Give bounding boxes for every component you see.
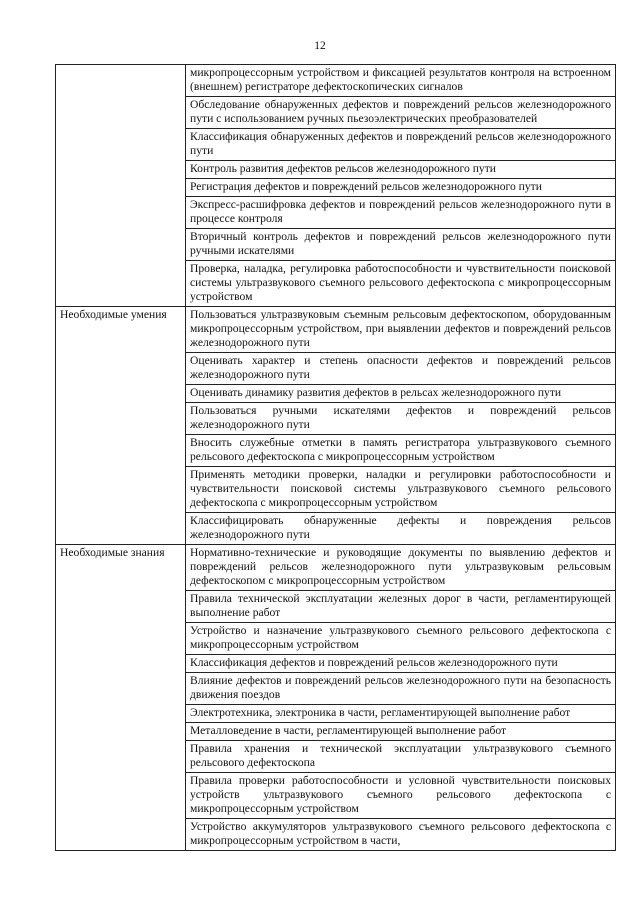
requirement-item: Правила технической эксплуатации железных дорог в части, регламентирующей выполнение работ [186,591,616,623]
requirement-item: Классификация дефектов и повреждений рельсов железнодорожного пути [186,655,616,673]
requirement-item: Устройство аккумуляторов ультразвукового съемного рельсового дефектоскопа с микропроцессорным устройством в части, [186,819,616,851]
requirement-item: Оценивать характер и степень опасности дефектов и повреждений рельсов железнодорожного пути [186,353,616,385]
requirement-item: Оценивать динамику развития дефектов в рельсах железнодорожного пути [186,385,616,403]
requirement-item: Влияние дефектов и повреждений рельсов железнодорожного пути на безопасность движения поездов [186,673,616,705]
requirements-table-body [56,65,616,851]
requirement-item: Правила хранения и технической эксплуатации ультразвукового съемного рельсового дефектоскопа [186,741,616,773]
requirement-item: Вторичный контроль дефектов и повреждений рельсов железнодорожного пути ручными искателями [186,229,616,261]
requirement-item: Классификация обнаруженных дефектов и повреждений рельсов железнодорожного пути [186,129,616,161]
requirement-item: Классифицировать обнаруженные дефекты и повреждения рельсов железнодорожного пути [186,513,616,545]
section-label: Необходимые знания [56,545,186,851]
requirement-item: Регистрация дефектов и повреждений рельсов железнодорожного пути [186,179,616,197]
section-label: Необходимые умения [56,307,186,545]
requirements-table [55,64,616,851]
requirement-item: Применять методики проверки, наладки и регулировки работоспособности и чувствительности поисковой системы ультразвукового съемного рельсового дефектоскопа с микропроцессорным устройством [186,467,616,513]
table-row [56,65,616,97]
requirement-item: Проверка, наладка, регулировка работоспособности и чувствительности поисковой системы ультразвукового съемного рельсового дефектоскопа с микропроцессорным устройством [186,261,616,307]
requirement-item: Контроль развития дефектов рельсов железнодорожного пути [186,161,616,179]
requirement-item: микропроцессорным устройством и фиксацией результатов контроля на встроенном (внешнем) регистраторе дефектоскопических сигналов [186,65,616,97]
requirement-item: Обследование обнаруженных дефектов и повреждений рельсов железнодорожного пути с использованием ручных пьезоэлектрических преобразователей [186,97,616,129]
page-number: 12 [314,40,326,52]
requirement-item: Нормативно-технические и руководящие документы по выявлению дефектов и повреждений рельсов железнодорожного пути ультразвуковым рельсовым дефектоскопом с микропроцессорным устройством [186,545,616,591]
requirement-item: Пользоваться ультразвуковым съемным рельсовым дефектоскопом, оборудованным микропроцессорным устройством, при выявлении дефектов и повреждений рельсов железнодорожного пути [186,307,616,353]
requirement-item: Вносить служебные отметки в память регистратора ультразвукового съемного рельсового дефектоскопа с микропроцессорным устройством [186,435,616,467]
table-row [56,307,616,353]
requirement-item: Устройство и назначение ультразвукового съемного рельсового дефектоскопа с микропроцессорным устройством [186,623,616,655]
table-row [56,545,616,591]
requirement-item: Экспресс-расшифровка дефектов и повреждений рельсов железнодорожного пути в процессе контроля [186,197,616,229]
requirement-item: Пользоваться ручными искателями дефектов и повреждений рельсов железнодорожного пути [186,403,616,435]
section-label [56,65,186,307]
requirement-item: Правила проверки работоспособности и условной чувствительности поисковых устройств ультразвукового съемного рельсового дефектоскопа с микропроцессорным устройством [186,773,616,819]
requirement-item: Металловедение в части, регламентирующей выполнение работ [186,723,616,741]
requirement-item: Электротехника, электроника в части, регламентирующей выполнение работ [186,705,616,723]
